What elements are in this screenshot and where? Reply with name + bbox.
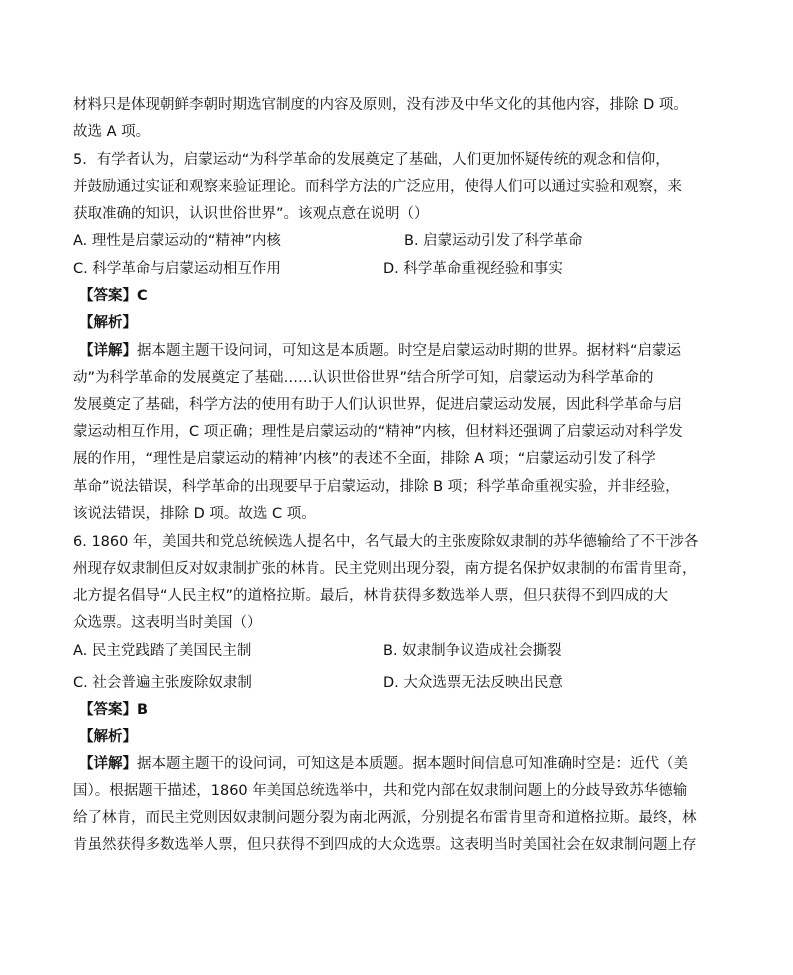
option-letter: B. [383, 643, 398, 659]
option-letter: C. [73, 261, 88, 277]
detail-line: 该说法错误，排除 D 项。故选 C 项。 [73, 506, 316, 522]
question-5-stem: 获取准确的知识，认识世俗世界”。该观点意在说明（） [73, 206, 429, 222]
detail-line: 【详解】据本题主题干设问词，可知这是本质题。时空是启蒙运动时期的世界。据材料“启蒙运 [79, 343, 682, 359]
detail-line: 发展奠定了基础，科学方法的使用有助于人们认识世界，促进启蒙运动发展，因此科学革命与启 [73, 397, 682, 413]
detail-line: 给了林肯，而民主党则因奴隶制问题分裂为南北两派，分别提名布雷肯里奇和道格拉斯。最终，林 [73, 810, 697, 826]
answer-value: C [137, 288, 148, 304]
answer-label: 【答案】 [79, 288, 137, 304]
detail-line: 肯虽然获得多数选举人票，但只获得不到四成的大众选票。这表明当时美国社会在奴隶制问题上存 [73, 837, 697, 853]
detail-line: 革命”说法错误，科学革命的出现要早于启蒙运动，排除 B 项；科学革命重视实验，并非经验， [73, 479, 680, 495]
question-5-stem: 5．有学者认为，启蒙运动“为科学革命的发展奠定了基础，人们更加怀疑传统的观念和信仰， [73, 152, 670, 168]
option-letter: D. [383, 675, 399, 691]
option-text: 民主党践踏了美国民主制 [91, 643, 252, 659]
question-5-stem: 并鼓励通过实证和观察来验证理论。而科学方法的广泛应用，使得人们可以通过实验和观察，来 [73, 179, 682, 195]
answer-value: B [137, 702, 149, 718]
option-text: 大众选票无法反映出民意 [403, 675, 563, 691]
detail-label: 【详解】 [79, 756, 137, 772]
option-text: 科学革命重视经验和事实 [403, 261, 563, 277]
detail-line: 国）。根据题干描述，1860 年美国总统选举中，共和党内部在奴隶制问题上的分歧导致苏华德输 [73, 783, 688, 799]
option-letter: C. [73, 675, 88, 691]
option-b [383, 641, 562, 661]
question-6-stem: 众选票。这表明当时美国（） [73, 615, 262, 631]
paragraph-line: 材料只是体现朝鲜李朝时期选官制度的内容及原则，没有涉及中华文化的其他内容，排除 D 项。 [73, 97, 688, 113]
option-letter: D. [383, 261, 399, 277]
answer-row [79, 700, 148, 720]
option-text: 启蒙运动引发了科学革命 [423, 233, 583, 249]
detail-line: 蒙运动相互作用，C 项正确；理性是启蒙运动的“精神”内核，但材料还强调了启蒙运动对科学发 [73, 424, 683, 440]
detail-line: 【详解】据本题主题干的设问词，可知这是本质题。据本题时间信息可知准确时空是：近代（美 [79, 756, 688, 772]
option-a [73, 641, 251, 661]
question-6-stem: 6. 1860 年，美国共和党总统候选人提名中，名气最大的主张废除奴隶制的苏华德输给了不干涉各 [73, 534, 699, 550]
option-d [383, 259, 563, 279]
analysis-label: 【解析】 [79, 729, 137, 745]
answer-label: 【答案】 [79, 702, 137, 718]
option-c [73, 259, 281, 279]
option-letter: A. [73, 233, 88, 249]
question-6-stem: 北方提名倡导“人民主权”的道格拉斯。最后，林肯获得多数选举人票，但只获得不到四成的大 [73, 588, 669, 604]
option-text: 科学革命与启蒙运动相互作用 [92, 261, 281, 277]
option-text: 理性是启蒙运动的“精神”内核 [91, 233, 281, 249]
question-6-stem: 州现存奴隶制但反对奴隶制扩张的林肯。民主党则出现分裂，南方提名保护奴隶制的布雷肯里奇， [73, 561, 697, 577]
option-text: 奴隶制争议造成社会撕裂 [402, 643, 562, 659]
detail-label: 【详解】 [79, 343, 137, 359]
option-b [404, 231, 583, 251]
analysis-label: 【解析】 [79, 315, 137, 331]
detail-line: 动”为科学革命的发展奠定了基础……认识世俗世界”结合所学可知，启蒙运动为科学革命的 [73, 370, 654, 386]
option-d [383, 673, 563, 693]
detail-line: 展的作用，“理性是启蒙运动的精神’内核”的表述不全面，排除 A 项；“启蒙运动引发了科学 [73, 451, 656, 467]
paragraph-line: 故选 A 项。 [73, 124, 151, 140]
option-letter: B. [404, 233, 419, 249]
answer-row [79, 286, 148, 306]
option-a [73, 231, 281, 251]
option-c [73, 673, 252, 693]
option-letter: A. [73, 643, 88, 659]
option-text: 社会普遍主张废除奴隶制 [92, 675, 252, 691]
